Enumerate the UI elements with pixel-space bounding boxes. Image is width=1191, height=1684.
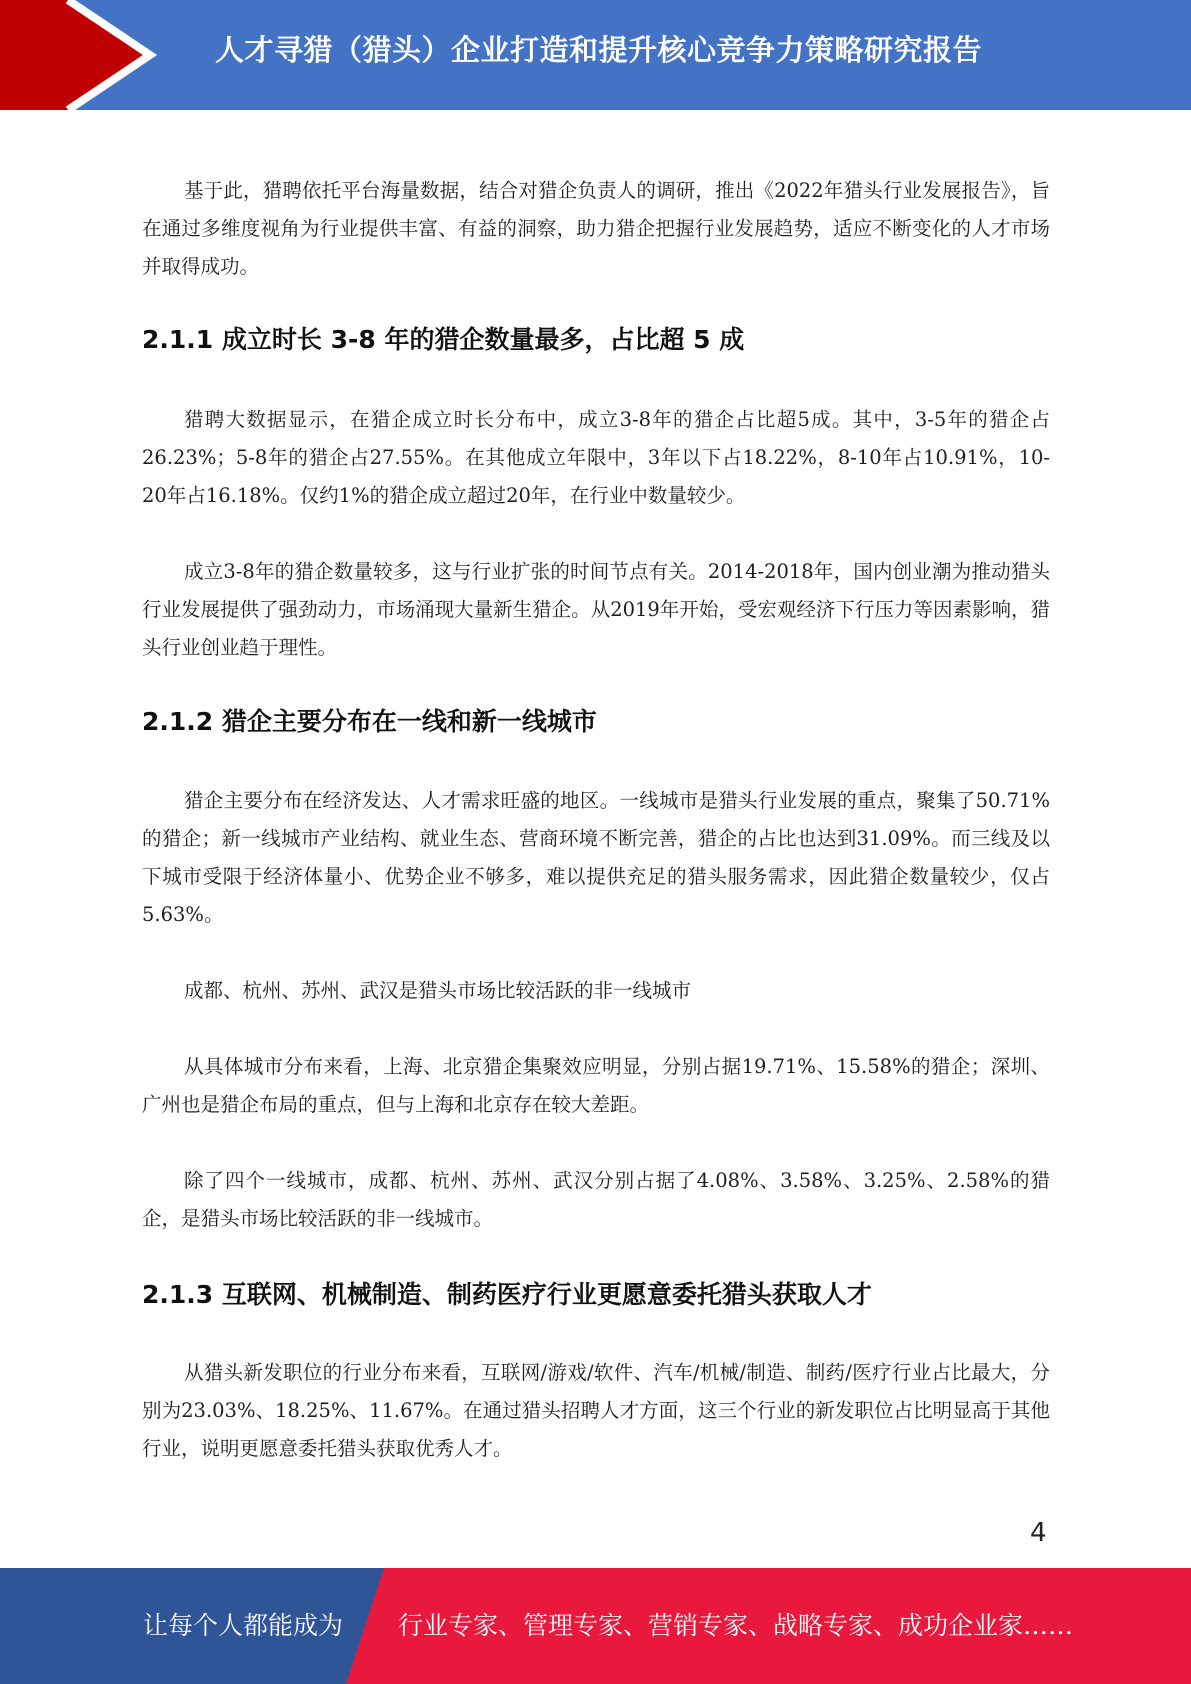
section-2-1-3-paragraph-1: 从猎头新发职位的行业分布来看，互联网/游戏/软件、汽车/机械/制造、制药/医疗行业占比最大，分别为23.03%、18.25%、11.67%。在通过猎头招聘人才方面，这三个行业的新发职位占比明显高于其他行业，说明更愿意委托猎头获取优秀人才。 (142, 1361, 1050, 1460)
section-2-1-2-subheading: 成都、杭州、苏州、武汉是猎头市场比较活跃的非一线城市 (184, 979, 692, 1002)
footer-slogan-right: 行业专家、管理专家、营销专家、战略专家、成功企业家…… (398, 1611, 1074, 1640)
page-number: 4 (1030, 1518, 1047, 1548)
intro-paragraph: 基于此，猎聘依托平台海量数据，结合对猎企负责人的调研，推出《2022年猎头行业发展报告》，旨在通过多维度视角为行业提供丰富、有益的洞察，助力猎企把握行业发展趋势，适应不断变化的人才市场并取得成功。 (142, 179, 1050, 278)
section-heading-2-1-1: 2.1.1 成立时长 3-8 年的猎企数量最多，占比超 5 成 (142, 325, 745, 354)
section-2-1-2-paragraph-4: 除了四个一线城市，成都、杭州、苏州、武汉分别占据了4.08%、3.58%、3.25%、2.58%的猎企，是猎头市场比较活跃的非一线城市。 (142, 1169, 1050, 1230)
page-header (0, 0, 1191, 110)
header-title: 人才寻猎（猎头）企业打造和提升核心竞争力策略研究报告 (215, 33, 983, 67)
page-footer (0, 1568, 1191, 1684)
section-2-1-2-paragraph-3: 从具体城市分布来看，上海、北京猎企集聚效应明显，分别占据19.71%、15.58%的猎企；深圳、广州也是猎企布局的重点，但与上海和北京存在较大差距。 (142, 1055, 1050, 1116)
section-heading-2-1-2: 2.1.2 猎企主要分布在一线和新一线城市 (142, 707, 597, 736)
section-2-1-1-paragraph-2: 成立3-8年的猎企数量较多，这与行业扩张的时间节点有关。2014-2018年，国内创业潮为推动猎头行业发展提供了强劲动力，市场涌现大量新生猎企。从2019年开始，受宏观经济下行压力等因素影响，猎头行业创业趋于理性。 (142, 560, 1050, 659)
section-2-1-2-paragraph-1: 猎企主要分布在经济发达、人才需求旺盛的地区。一线城市是猎头行业发展的重点，聚集了50.71%的猎企；新一线城市产业结构、就业生态、营商环境不断完善，猎企的占比也达到31.09%。而三线及以下城市受限于经济体量小、优势企业不够多，难以提供充足的猎头服务需求，因此猎企数量较少，仅占5.63%。 (142, 789, 1050, 926)
section-2-1-1-paragraph-1: 猎聘大数据显示，在猎企成立时长分布中，成立3-8年的猎企占比超5成。其中，3-5年的猎企占26.23%；5-8年的猎企占27.55%。在其他成立年限中，3年以下占18.22%，8-10年占10.91%，10-20年占16.18%。仅约1%的猎企成立超过20年，在行业中数量较少。 (142, 408, 1050, 507)
section-heading-2-1-3: 2.1.3 互联网、机械制造、制药医疗行业更愿意委托猎头获取人才 (142, 1280, 872, 1309)
footer-slogan-left: 让每个人都能成为 (143, 1611, 344, 1640)
